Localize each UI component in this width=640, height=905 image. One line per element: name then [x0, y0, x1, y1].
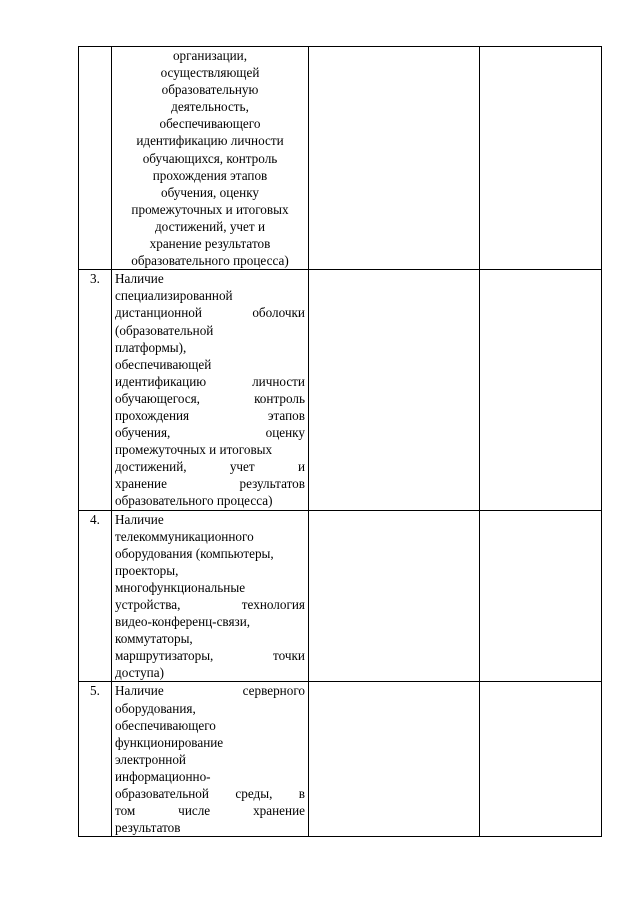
requirement-description-cell	[112, 682, 309, 837]
description-line: обеспечивающей	[115, 356, 212, 372]
description-line: обеспечивающего	[115, 717, 216, 733]
requirement-description-cell	[112, 510, 309, 682]
description-line: обучения, оценку	[115, 425, 305, 441]
table-row	[79, 270, 602, 510]
description-line: платформы),	[115, 339, 187, 355]
description-line: хранение результатов	[149, 236, 271, 252]
description-line: многофункциональные	[115, 579, 246, 595]
requirement-description-cell	[112, 270, 309, 510]
row-number-cell: 3.	[79, 270, 112, 510]
description-line: телекоммуникационного	[115, 528, 254, 544]
description-line: устройства, технология	[115, 597, 305, 612]
description-line: образовательной среды, в	[115, 786, 305, 802]
description-line: прохождения этапов	[152, 167, 268, 183]
empty-note-cell	[480, 270, 602, 510]
description-line: образовательную	[161, 82, 259, 98]
table-row	[79, 682, 602, 837]
description-line: специализированной	[115, 288, 233, 304]
description-line: обучающихся, контроль	[142, 150, 278, 166]
description-line: прохождения этапов	[115, 407, 305, 423]
description-line: достижений, учет и	[115, 459, 305, 475]
description-line: осуществляющей	[160, 65, 260, 81]
description-line: деятельность,	[171, 99, 249, 115]
description-line: оборудования,	[115, 700, 196, 716]
description-line: дистанционной оболочки	[115, 305, 305, 321]
empty-note-cell	[480, 47, 602, 270]
description-line: достижений, учет и	[154, 218, 266, 234]
description-line: функционирование	[115, 734, 224, 750]
empty-value-cell	[309, 47, 480, 270]
table-body	[79, 47, 602, 837]
description-line: Наличие	[115, 511, 164, 527]
description-line: промежуточных и итоговых	[131, 201, 289, 217]
description-line: Наличие	[115, 271, 164, 287]
requirement-description-cell	[112, 47, 309, 270]
description-line: Наличие серверного	[115, 683, 305, 699]
empty-note-cell	[480, 510, 602, 682]
description-line: видео-конференц-связи,	[115, 614, 251, 630]
description-line: проекторы,	[115, 562, 179, 578]
description-line: идентификацию личности	[136, 133, 284, 149]
description-line: образовательного процесса)	[131, 253, 289, 269]
empty-note-cell	[480, 682, 602, 837]
description-line: (образовательной	[115, 322, 214, 338]
table-row	[79, 510, 602, 682]
row-number-cell	[79, 47, 112, 270]
description-line: обеспечивающего	[159, 116, 261, 132]
description-line: обучающегося, контроль	[115, 390, 305, 406]
row-number-cell: 5.	[79, 682, 112, 837]
description-line: организации,	[172, 48, 248, 63]
description-line: хранение результатов	[115, 476, 305, 492]
table-row	[79, 47, 602, 270]
description-line: доступа)	[115, 665, 164, 681]
empty-value-cell	[309, 682, 480, 837]
description-line: образовательного процесса)	[115, 493, 273, 509]
description-line: обучения, оценку	[160, 184, 260, 200]
empty-value-cell	[309, 510, 480, 682]
requirements-table	[78, 46, 602, 837]
description-line: электронной	[115, 751, 186, 767]
description-line: промежуточных и итоговых	[115, 442, 273, 458]
description-line: коммутаторы,	[115, 631, 193, 647]
description-line: оборудования (компьютеры,	[115, 545, 274, 561]
description-line: результатов	[115, 820, 181, 836]
description-line: информационно-	[115, 768, 211, 784]
description-line: идентификацию личности	[115, 373, 305, 389]
row-number-cell: 4.	[79, 510, 112, 682]
description-line: том числе хранение	[115, 803, 305, 819]
description-line: маршрутизаторы, точки	[115, 648, 305, 664]
empty-value-cell	[309, 270, 480, 510]
